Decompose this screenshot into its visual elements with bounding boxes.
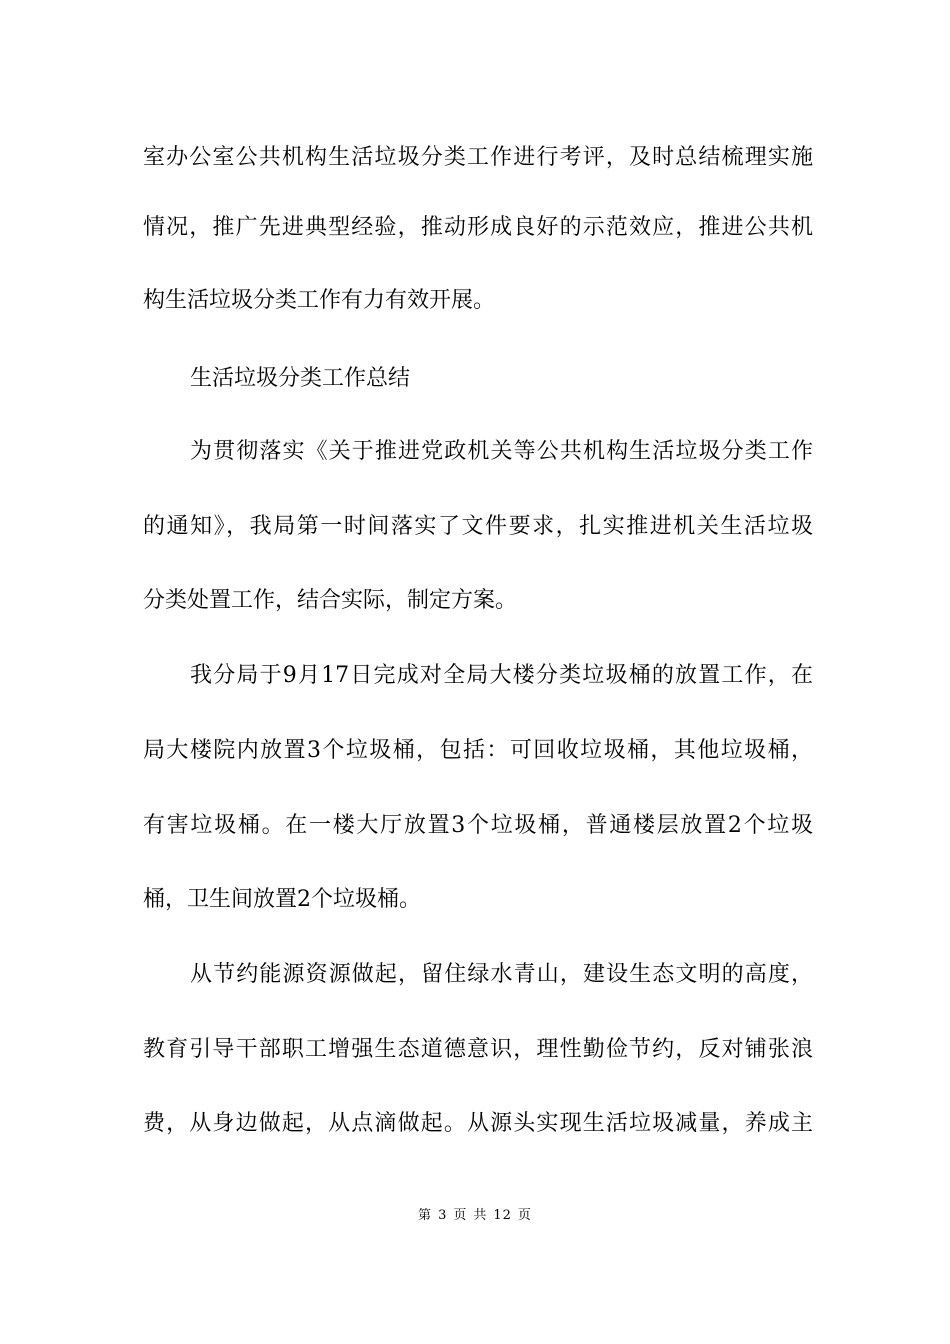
paragraph-line: 为贯彻落实《关于推进党政机关等公共机构生活垃圾分类工作 [190,439,813,464]
page-prefix: 第 [418,1208,433,1223]
section-heading: 生活垃圾分类工作总结 [190,366,411,391]
paragraph-line: 分类处置工作，结合实际，制定方案。 [143,588,518,613]
paragraph-line: 局大楼院内放置3个垃圾桶，包括：可回收垃圾桶，其他垃圾桶， [143,738,813,763]
page-footer [0,1207,950,1225]
paragraph-line: 费，从身边做起，从点滴做起。从源头实现生活垃圾减量，养成主 [143,1111,813,1136]
total-page-count: 12 [493,1208,512,1223]
paragraph-line: 室办公室公共机构生活垃圾分类工作进行考评，及时总结梳理实施 [143,145,813,170]
page-unit: 页 [453,1208,468,1223]
paragraph-line: 桶，卫生间放置2个垃圾桶。 [143,887,421,912]
paragraph-line: 我分局于9月17日完成对全局大楼分类垃圾桶的放置工作，在 [190,663,813,688]
total-unit: 页 [517,1208,532,1223]
paragraph-line: 教育引导干部职工增强生态道德意识，理性勤俭节约，反对铺张浪 [143,1037,813,1062]
paragraph-line: 从节约能源资源做起，留住绿水青山，建设生态文明的高度， [190,962,813,987]
paragraph-line: 有害垃圾桶。在一楼大厅放置3个垃圾桶，普通楼层放置2个垃圾 [143,813,813,838]
paragraph-line: 的通知》，我局第一时间落实了文件要求，扎实推进机关生活垃圾 [143,514,813,539]
paragraph-line: 情况，推广先进典型经验，推动形成良好的示范效应，推进公共机 [143,215,813,240]
paragraph-line: 构生活垃圾分类工作有力有效开展。 [143,288,496,313]
total-prefix: 共 [473,1208,488,1223]
current-page-number: 3 [438,1208,448,1223]
